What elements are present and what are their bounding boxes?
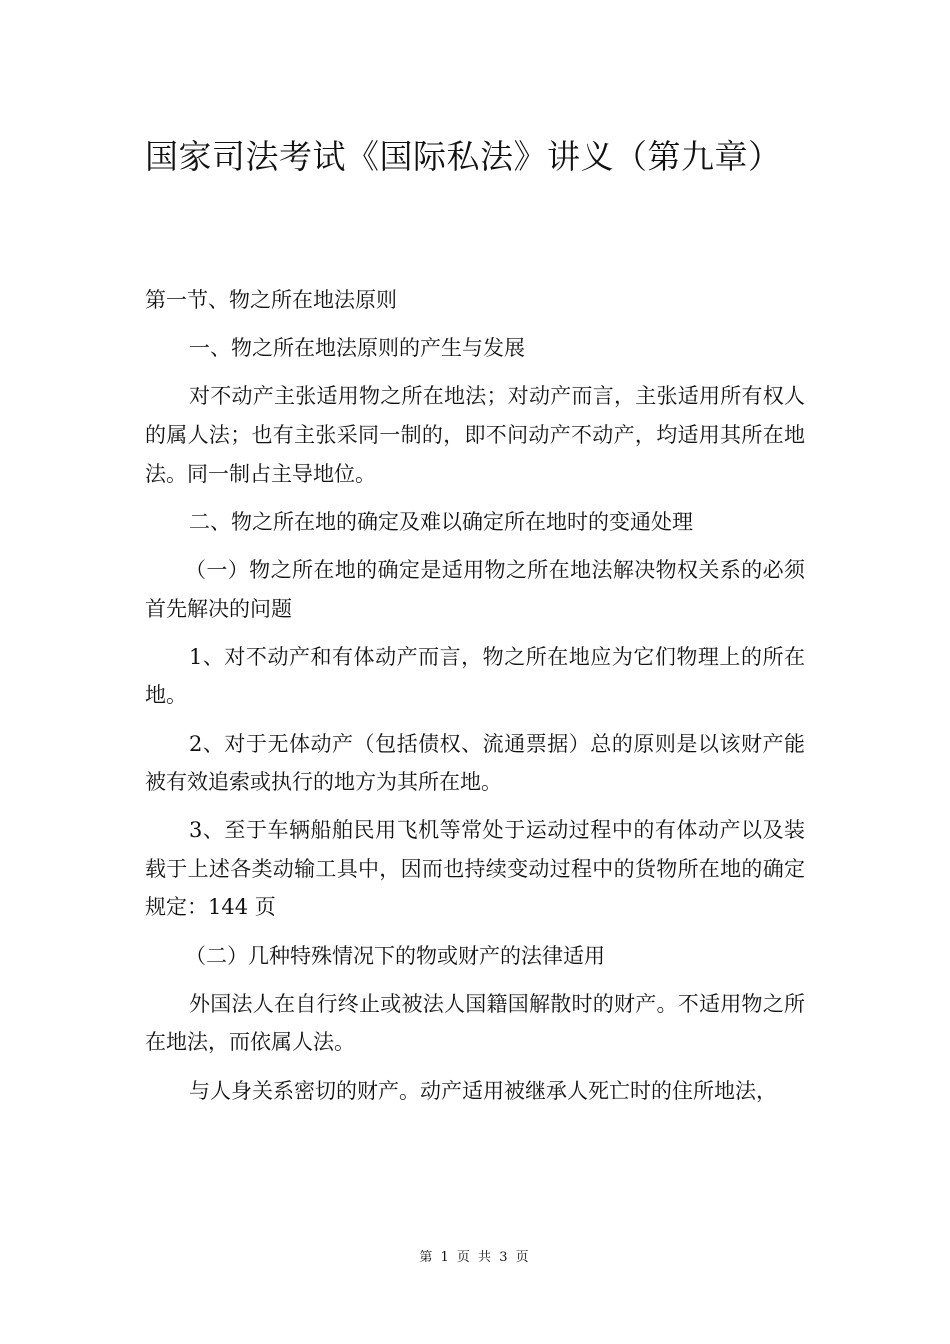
subsection-heading: （二）几种特殊情况下的物或财产的法律适用 xyxy=(185,943,605,968)
body-paragraph: 对不动产主张适用物之所在地法；对动产而言，主张适用所有权人的属人法；也有主张采同一制的，即不问动产不动产，均适用其所在地法。同一制占主导地位。 xyxy=(145,384,805,486)
section-heading: 第一节、物之所在地法原则 xyxy=(145,288,397,312)
subsection-heading: （一）物之所在地的确定是适用物之所在地法解决物权关系的必须首先解决的问题 xyxy=(145,557,805,621)
page-footer: 第 1 页 共 3 页 xyxy=(419,1250,531,1265)
body-paragraph: 外国法人在自行终止或被法人国籍国解散时的财产。不适用物之所在地法，而依属人法。 xyxy=(145,991,805,1055)
body-paragraph: 与人身关系密切的财产。动产适用被继承人死亡时的住所地法， xyxy=(189,1078,777,1103)
body-paragraph: 1、对不动产和有体动产而言，物之所在地应为它们物理上的所在地。 xyxy=(145,644,805,708)
body-paragraph: 3、至于车辆船舶民用飞机等常处于运动过程中的有体动产以及装载于上述各类动输工具中，因而也持续变动过程中的货物所在地的确定规定：144 页 xyxy=(145,818,805,920)
subsection-heading: 二、物之所在地的确定及难以确定所在地时的变通处理 xyxy=(189,509,693,534)
document-title: 国家司法考试《国际私法》讲义（第九章） xyxy=(145,137,782,176)
document-body xyxy=(145,281,805,1120)
body-paragraph: 2、对于无体动产（包括债权、流通票据）总的原则是以该财产能被有效追索或执行的地方为其所在地。 xyxy=(145,731,805,795)
subsection-heading: 一、物之所在地法原则的产生与发展 xyxy=(189,336,525,361)
